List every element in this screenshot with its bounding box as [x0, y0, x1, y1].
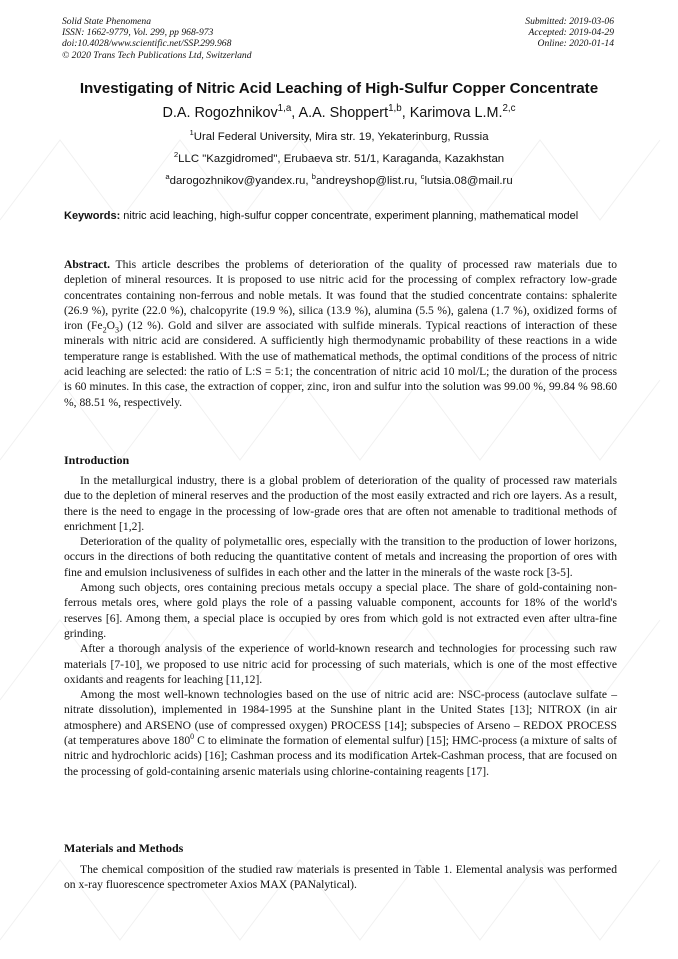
section-heading-methods: Materials and Methods: [64, 841, 184, 855]
introduction-body: [64, 473, 617, 779]
paragraph: Deterioration of the quality of polymetallic ores, especially with the transition to the production of lower horizons, occurs in the directions of both reducing the quantitative content of metals and increasing the proportion of ores with fine and emulsion inclusiveness of sulfides in each other and the latter in the minerals of the waste rock [3-5].: [64, 535, 617, 579]
author-list: D.A. Rogozhnikov$^{1,a}$, A.A. Shoppert$^{1,b}$, Karimova L.M.$^{2,c}$: [162, 103, 516, 121]
doi[interactable]: doi:10.4028/www.scientific.net/SSP.299.968: [62, 38, 232, 50]
keywords: [64, 209, 617, 224]
affiliation-2: $^2$LLC "Kazgidromed", Erubaeva str. 51/1, Karaganda, Kazakhstan: [173, 150, 505, 165]
publication-info: [62, 16, 382, 61]
author-superscript: 2,c: [502, 103, 516, 115]
author-emails: $^a$darogozhnikov@yandex.ru, $^b$andreyshop@list.ru, $^c$lutsia.08@mail.ru: [165, 172, 513, 187]
paper-title: Investigating of Nitric Acid Leaching of High-Sulfur Copper Concentrate: [79, 80, 599, 97]
paragraph: In the metallurgical industry, there is a global problem of deterioration of the quality of processed raw materials due to the depletion of mineral reserves and the production of the most easily extracted and rich ore layers. As a result, there is the need to engage in the processing of low-grade ores that are often not amenable to traditional methods of enrichment [1,2].: [64, 474, 617, 533]
journal-name: Solid State Phenomena: [62, 16, 151, 27]
dates-info: [374, 16, 614, 50]
affiliation-1: $^1$Ural Federal University, Mira str. 19, Yekaterinburg, Russia: [189, 128, 489, 143]
author-name: Karimova L.M.: [409, 105, 503, 121]
accepted-date: Accepted: 2019-04-29: [528, 27, 614, 39]
copyright: © 2020 Trans Tech Publications Ltd, Switzerland: [62, 49, 252, 61]
email-link[interactable]: andreyshop@list.ru,: [315, 175, 421, 187]
online-date: Online: 2020-01-14: [537, 38, 614, 50]
author-name: D.A. Rogozhnikov: [162, 105, 278, 121]
email-link[interactable]: darogozhnikov@yandex.ru,: [169, 175, 312, 187]
submitted-date: Submitted: 2019-03-06: [525, 16, 614, 27]
email-link[interactable]: lutsia.08@mail.ru: [424, 175, 513, 187]
author-superscript: 1,a: [277, 103, 292, 115]
methods-body: [64, 862, 617, 893]
keywords-label: Keywords:: [64, 210, 121, 222]
paragraph: After a thorough analysis of the experience of world-known research and technologies for processing such raw materials [7-10], we proposed to use nitric acid for processing of such materials, which is one of the most effective oxidants and reagents for leaching [11,12].: [64, 642, 617, 686]
author-superscript: 1,b: [388, 103, 402, 115]
issn: ISSN: 1662-9779, Vol. 299, pp 968-973: [62, 27, 214, 39]
paragraph: Among such objects, ores containing precious metals occupy a special place. The share of gold-containing non-ferrous metals ores, where gold plays the role of a passing valuable component, accounts for 18% of the world's reserves [6]. Among them, a special place is occupied by ores from which gold is not extracted even after ultra-fine grinding.: [64, 581, 617, 640]
section-heading-introduction: Introduction: [64, 453, 130, 467]
paragraph: Among the most well-known technologies based on the use of nitric acid are: NSC-process (autoclave sulfate – nitrate dissolution), implemented in 1984-1995 at the Sunshine plant in the United States [13]; NITROX (in air atmosphere) and ARSENO (use of compressed oxygen) PROCESS [14]; subspecies of Arseno – REDOX PROCESS (at temperatures above $180^0$ C to eliminate the formation of elemental sulfur) [15]; HMC-process (a mixture of salts of nitric and hydrochloric acids) [16]; Cashman process and its modification Artek-Cashman process, that are focused on the processing of gold-containing arsenic materials using chlorine-containing reagents [17].: [64, 688, 617, 778]
author-name: A.A. Shoppert: [298, 105, 389, 121]
keywords-text: nitric acid leaching, high-sulfur copper concentrate, experiment planning, mathematical model: [120, 210, 579, 222]
abstract-label: Abstract.: [64, 258, 111, 271]
paragraph: The chemical composition of the studied raw materials is presented in Table 1. Elemental analysis was performed on x-ray fluorescence spectrometer Axios MAX (PANalytical).: [64, 863, 617, 892]
abstract: Abstract. This article describes the problems of deterioration of the quality of processed raw materials due to depletion of mineral resources. It is proposed to use nitric acid for the processing of complex refractory low-grade concentrates containing non-ferrous and noble metals. It was found that the studied concentrate contains: sphalerite (26.9 %), pyrite (22.0 %), chalcopyrite (19.9 %), silica (13.9 %), alumina (5.5 %), galena (1.7 %), oxidized forms of iron $(Fe_2O_3)$ (12 %). Gold and silver are associated with sulfide minerals. Typical reactions of interaction of these minerals with nitric acid are considered. A sufficiently high thermodynamic probability of these reactions in a wide temperature range is established. With the use of mathematical methods, the optimal conditions of the process of nitric acid leaching are selected: the ratio of L:S = 5:1; the concentration of nitric acid 10 mol/L; the duration of the process is 60 minutes. In this case, the extraction of copper, zinc, iron and sulfur into the solution was 99.00 %, 99.84 % 98.60 %, 88.51 %, respectively.: [64, 258, 617, 409]
